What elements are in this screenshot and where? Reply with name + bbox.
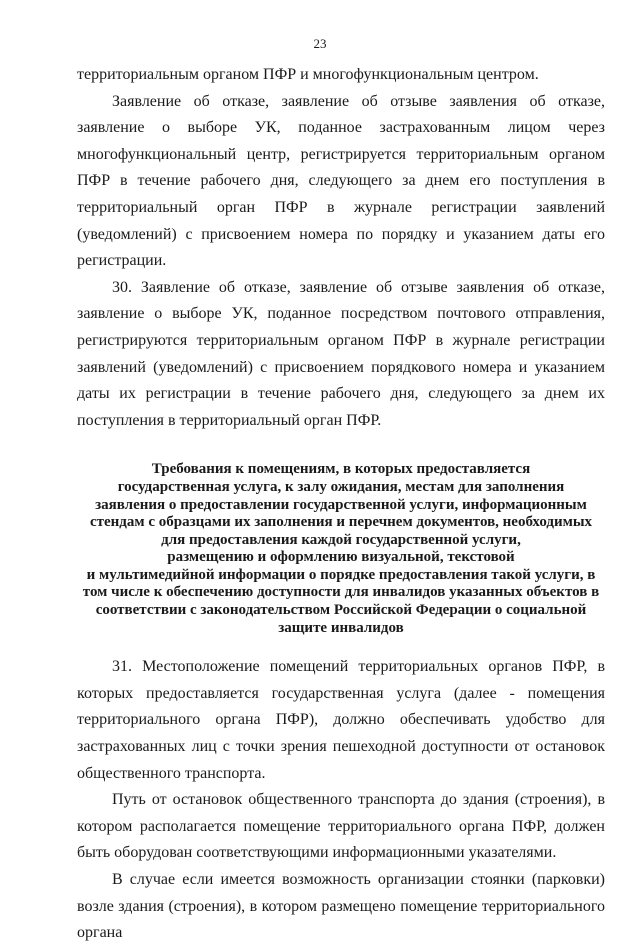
- paragraph-item-31: 31. Местоположение помещений территориальных органов ПФР, в которых предоставляется государственная услуга (далее - помещения территориального органа ПФР), должно обеспечивать удобство для застрахованных лиц с точки зрения пешеходной доступности от остановок общественного транспорта.: [77, 658, 605, 782]
- heading-line: том числе к обеспечению доступности для инвалидов указанных объектов в: [82, 584, 600, 601]
- paragraph-continuation: территориальным органом ПФР и многофункциональным центром.: [77, 66, 539, 83]
- section-heading: [77, 461, 605, 637]
- heading-line: размещению и оформлению визуальной, текстовой: [167, 549, 515, 566]
- document-body: [77, 62, 605, 947]
- heading-line: защите инвалидов: [278, 619, 404, 636]
- heading-line: стендам с образцами их заполнения и перечнем документов, необходимых: [89, 514, 593, 531]
- heading-line: и мультимедийной информации о порядке предоставления такой услуги, в: [86, 566, 596, 583]
- page-number: 23: [313, 36, 327, 51]
- paragraph-parking: В случае если имеется возможность организации стоянки (парковки) возле здания (строения), в котором размещено помещение территориального органа: [77, 871, 605, 942]
- heading-line: государственная услуга, к залу ожидания, местам для заполнения: [117, 478, 565, 495]
- paragraph-item-30: 30. Заявление об отказе, заявление об отзыве заявления об отказе, заявление о выборе УК, поданное посредством почтового отправления, регистрируются территориальным органом ПФР в журнале регистрации заявлений (уведомлений) с присвоением порядкового номера и указанием даты их регистрации в течение рабочего дня, следующего за днем их поступления в территориальный орган ПФР.: [77, 278, 605, 429]
- heading-line: Требования к помещениям, в которых предоставляется: [151, 461, 531, 478]
- heading-line: для предоставления каждой государственной услуги,: [161, 531, 521, 548]
- heading-line: заявления о предоставлении государственной услуги, информационным: [95, 496, 587, 513]
- heading-line: соответствии с законодательством Российской Федерации о социальной: [95, 602, 587, 619]
- paragraph-path-signs: Путь от остановок общественного транспорта до здания (строения), в котором располагается помещение территориального органа ПФР, должен быть оборудован соответствующими информационными указателями.: [77, 791, 605, 862]
- paragraph-registration-mfc: Заявление об отказе, заявление об отзыве заявления об отказе, заявление о выборе УК, поданное застрахованным лицом через многофункциональный центр, регистрируется территориальным органом ПФР в течение рабочего дня, следующего за днем его поступления в территориальный орган ПФР в журнале регистрации заявлений (уведомлений) с присвоением номера по порядку и указанием даты его регистрации.: [77, 92, 605, 270]
